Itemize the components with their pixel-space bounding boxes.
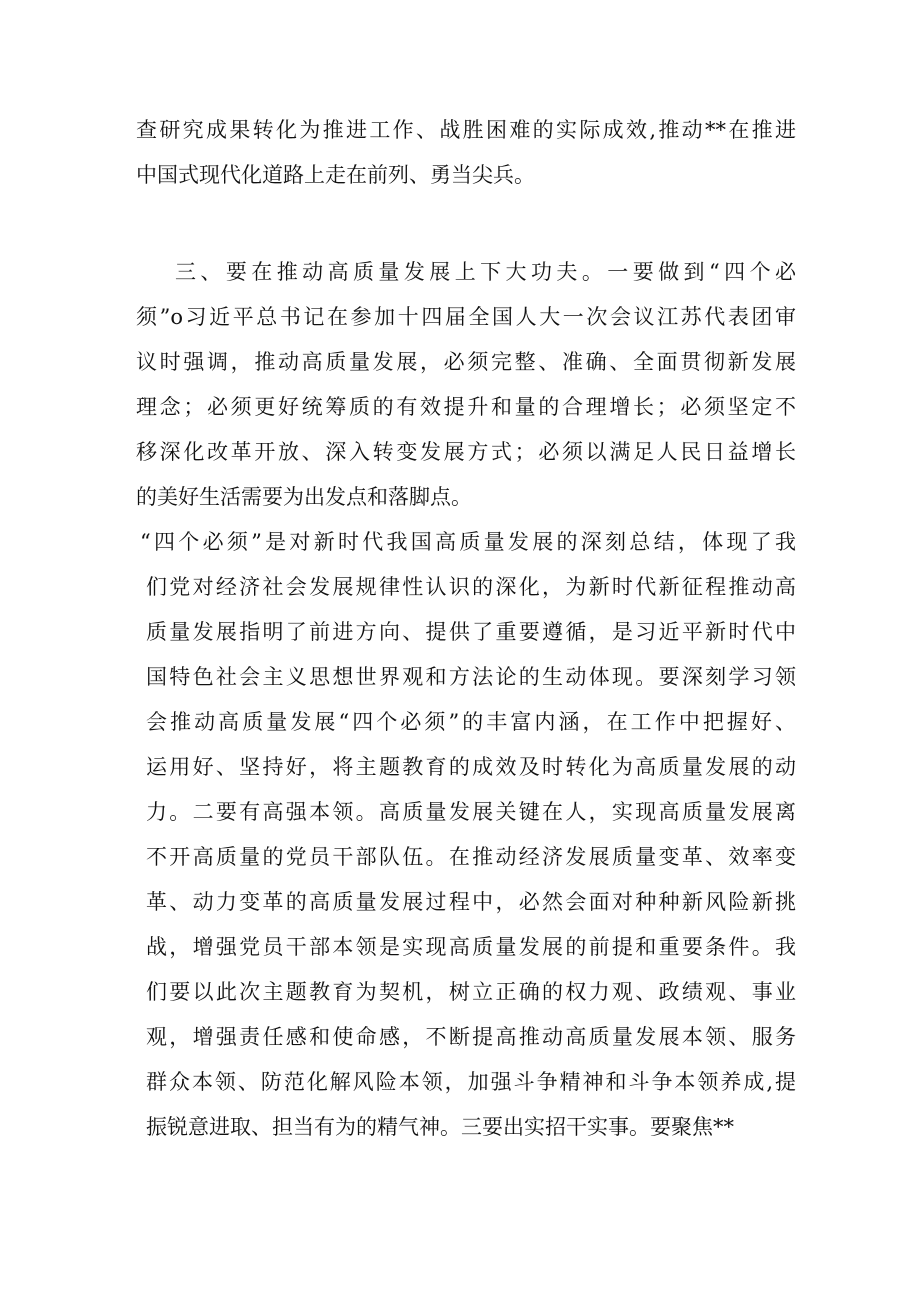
- text-line: 们要以此次主题教育为契机，树立正确的权力观、政绩观、事业: [146, 980, 796, 1004]
- text-line: 不开高质量的党员干部队伍。在推动经济发展质量变革、效率变: [146, 845, 796, 869]
- text-line: 查研究成果转化为推进工作、战胜困难的实际成效,推动**在推进: [136, 118, 796, 142]
- text-line: 国特色社会主义思想世界观和方法论的生动体现。要深刻学习领: [146, 665, 796, 689]
- text-line: 们党对经济社会发展规律性认识的深化，为新时代新征程推动高: [146, 575, 796, 599]
- paragraph-continuation: [136, 108, 796, 198]
- text-line: 观，增强责任感和使命感，不断提高推动高质量发展本领、服务: [146, 1025, 796, 1049]
- text-line: 力。二要有高强本领。高质量发展关键在人，实现高质量发展离: [146, 800, 796, 824]
- text-line: 会推动高质量发展“四个必须”的丰富内涵，在工作中把握好、: [146, 710, 796, 734]
- text-line: 三、要在推动高质量发展上下大功夫。一要做到“四个必: [175, 260, 796, 284]
- text-line: 质量发展指明了前进方向、提供了重要遵循，是习近平新时代中: [146, 620, 796, 644]
- text-line: 议时强调，推动高质量发展，必须完整、准确、全面贯彻新发展: [136, 350, 796, 374]
- text-line: “四个必须”是对新时代我国高质量发展的深刻总结，体现了我: [140, 530, 796, 554]
- text-line: 中国式现代化道路上走在前列、勇当尖兵。: [136, 163, 535, 187]
- text-line: 革、动力变革的高质量发展过程中，必然会面对种种新风险新挑: [146, 890, 796, 914]
- text-line: 运用好、坚持好，将主题教育的成效及时转化为高质量发展的动: [146, 755, 796, 779]
- paragraph-section-three: [136, 250, 796, 520]
- text-line: 须”o习近平总书记在参加十四届全国人大一次会议江苏代表团审: [136, 305, 796, 329]
- text-line: 振锐意进取、担当有为的精气神。三要出实招干实事。要聚焦**: [146, 1115, 734, 1139]
- paragraph-four-musts: [140, 520, 796, 1150]
- text-line: 的美好生活需要为出发点和落脚点。: [136, 485, 472, 509]
- text-line: 移深化改革开放、深入转变发展方式；必须以满足人民日益增长: [136, 440, 796, 464]
- text-line: 群众本领、防范化解风险本领，加强斗争精神和斗争本领养成,提: [146, 1070, 796, 1094]
- text-line: 战，增强党员干部本领是实现高质量发展的前提和重要条件。我: [146, 935, 796, 959]
- text-line: 理念；必须更好统筹质的有效提升和量的合理增长；必须坚定不: [136, 395, 796, 419]
